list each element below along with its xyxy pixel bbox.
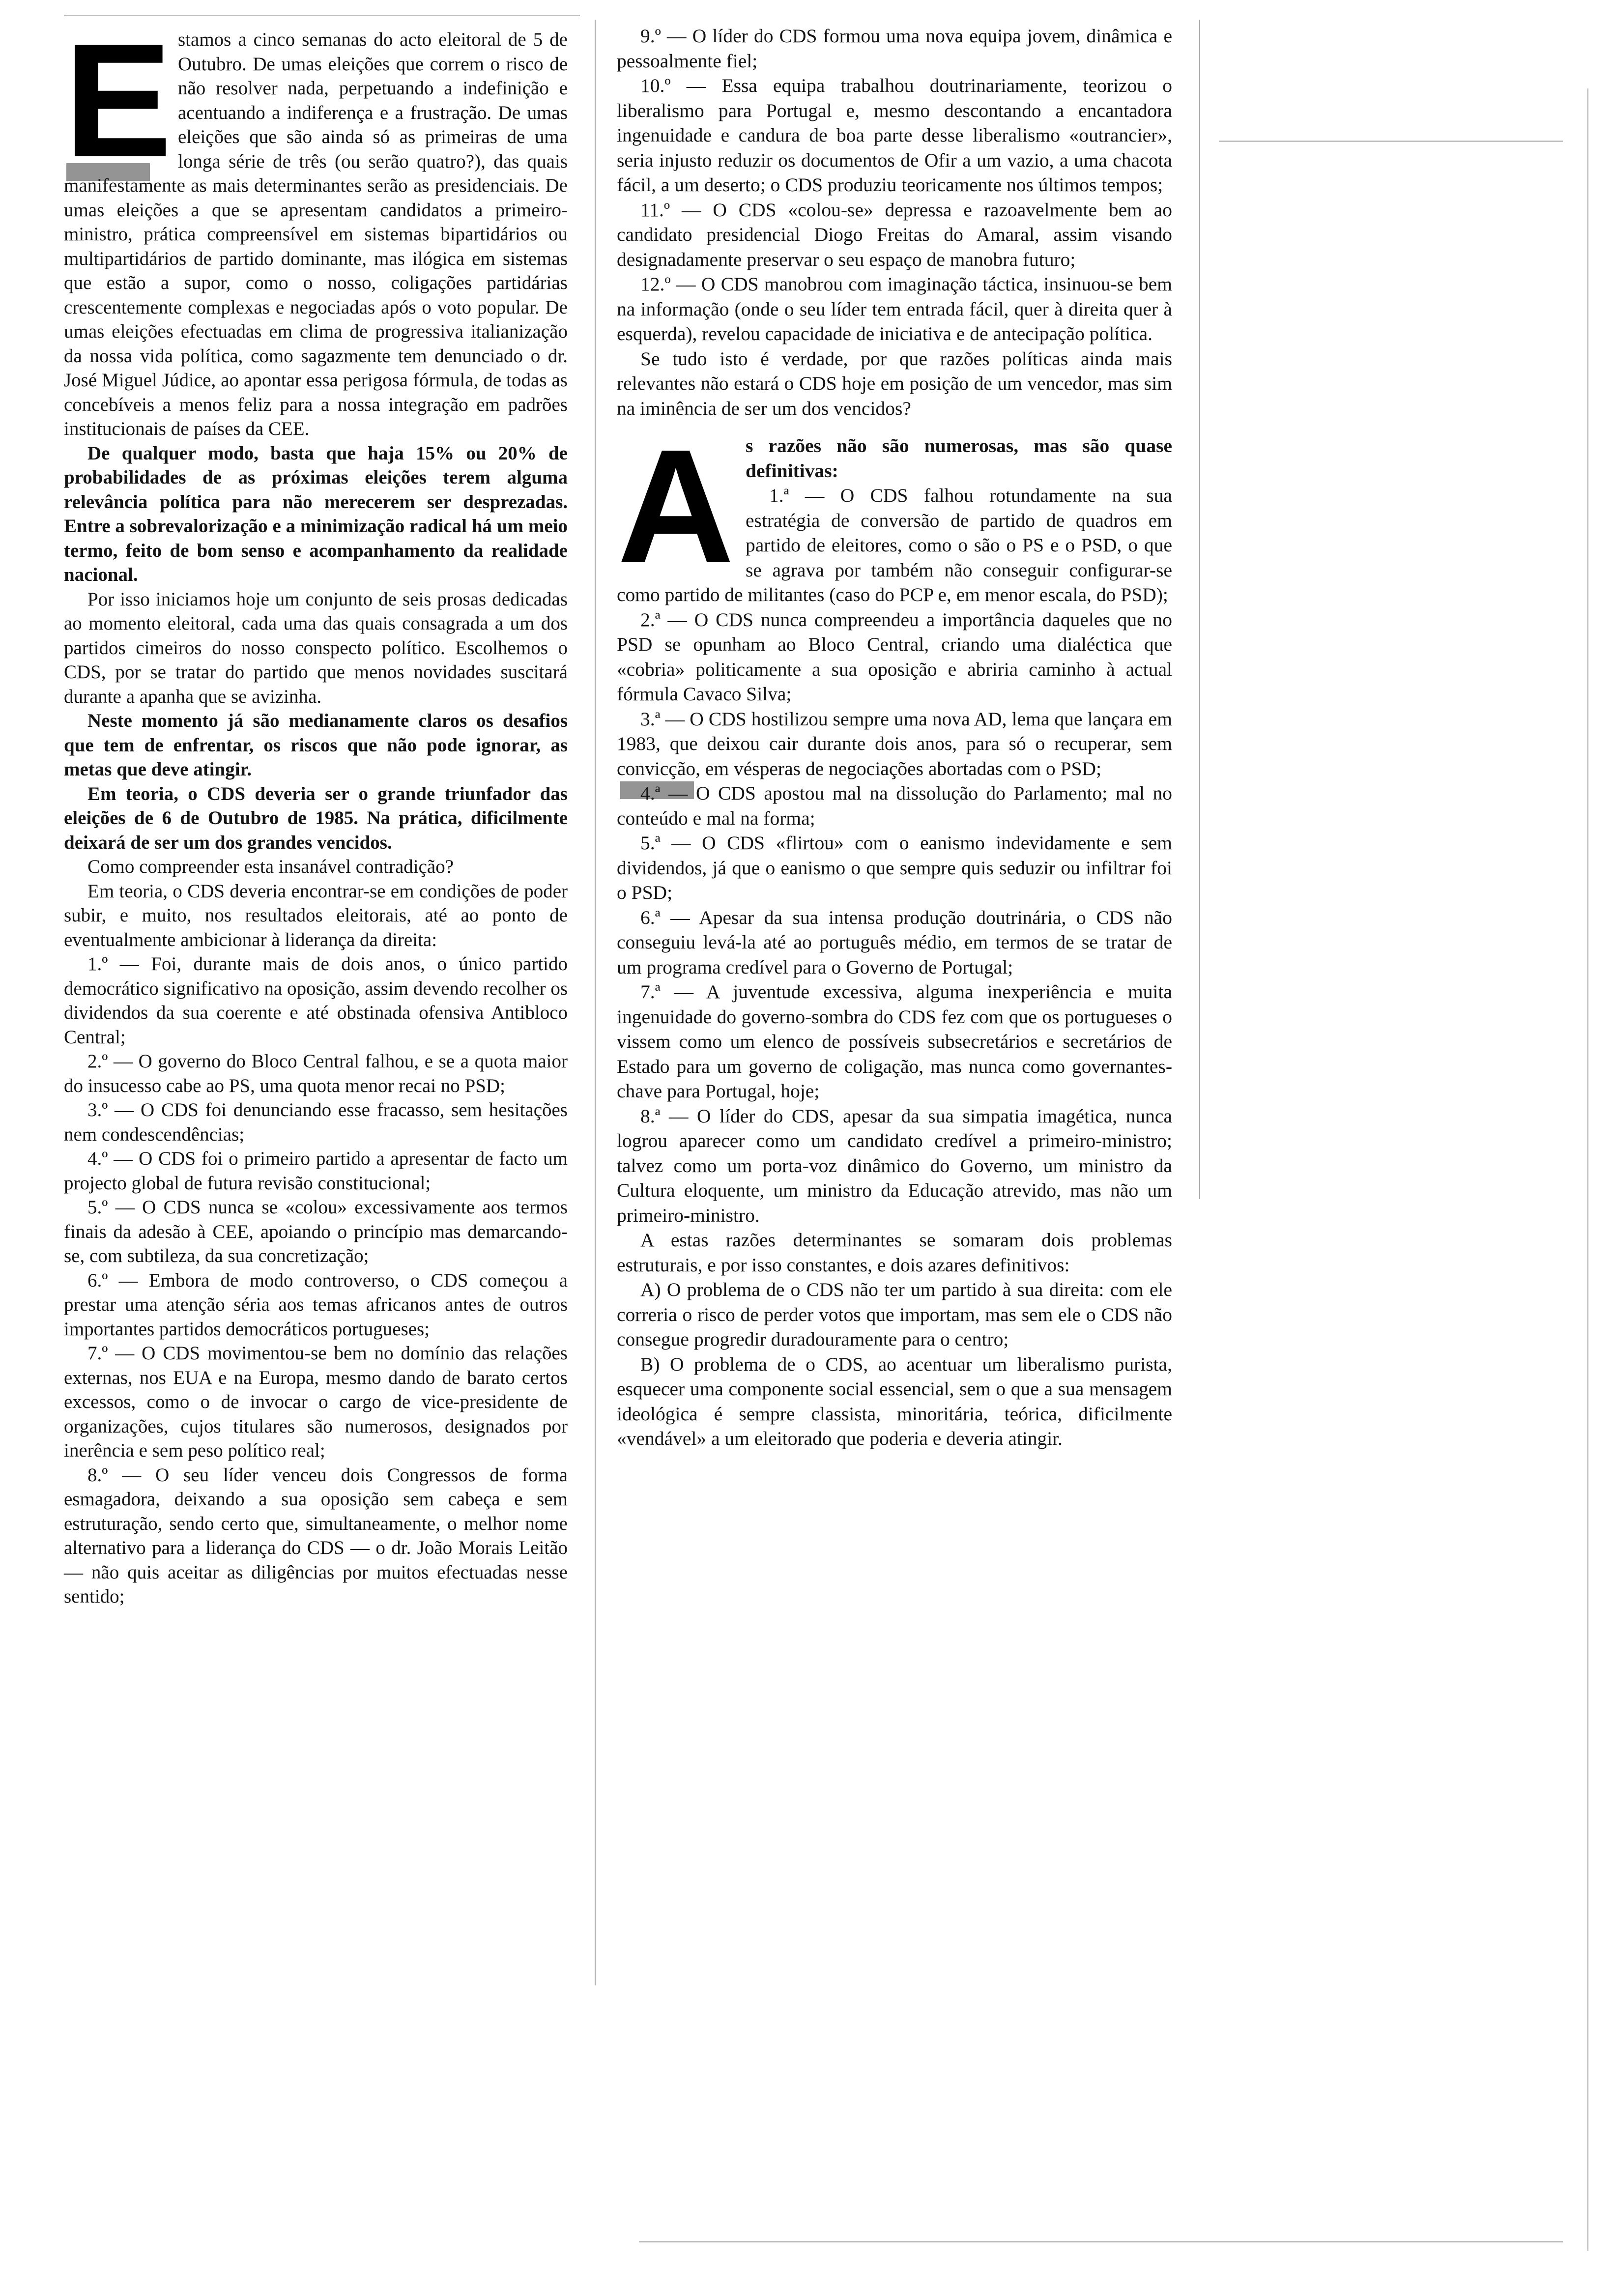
right-column: [617, 24, 1172, 1451]
paragraph: 2.ª — O CDS nunca compreendeu a importância daqueles que no PSD se opunham ao Bloco Central, criando uma dialéctica que «cobria» politicamente a sua oposição e abriria caminho à actual fórmula Cavaco Silva;: [617, 608, 1172, 705]
paragraph: 1.º — Foi, durante mais de dois anos, o único partido democrático significativo na oposição, assim devendo recolher os dividendos da sua coerente e até obstinada ofensiva Antibloco Central;: [64, 953, 568, 1048]
paragraph: 3.º — O CDS foi denunciando esse fracasso, sem hesitações nem condescendências;: [64, 1099, 568, 1145]
paragraph: 8.º — O seu líder venceu dois Congressos de forma esmagadora, deixando a sua oposição sem cabeça e sem estruturação, sendo certo que, simultaneamente, o melhor nome alternativo para a liderança do CDS — o dr. João Morais Leitão — não quis aceitar as diligências por muitos efectuadas nesse sentido;: [64, 1464, 568, 1607]
paragraph: 11.º — O CDS «colou-se» depressa e razoavelmente bem ao candidato presidencial Diogo Freitas do Amaral, assim visando designadamente preservar o seu espaço de manobra futuro;: [617, 199, 1172, 270]
paragraph: Por isso iniciamos hoje um conjunto de seis prosas dedicadas ao momento eleitoral, cada uma das quais consagrada a um dos partidos cimeiros do nosso conspecto político. Escolhemos o CDS, por se tratar do partido que menos novidades suscitará durante a apanha que se avizinha.: [64, 588, 568, 707]
left-column: [64, 9, 568, 1609]
paragraph: 6.ª — Apesar da sua intensa produção doutrinária, o CDS não conseguiu levá-la até ao português médio, em termos de se tratar de um programa credível para o Governo de Portugal;: [617, 906, 1172, 978]
right-edge-rule: [1199, 20, 1200, 1199]
paragraph: 5.ª — O CDS «flirtou» com o eanismo indevidamente e sem dividendos, já que o eanismo o que sempre quis seduzir ou infiltrar foi o PSD;: [617, 832, 1172, 903]
paragraph: A estas razões determinantes se somaram dois problemas estruturais, e por isso constantes, e dois azares definitivos:: [617, 1229, 1172, 1276]
paragraph: 9.º — O líder do CDS formou uma nova equipa jovem, dinâmica e pessoalmente fiel;: [617, 25, 1172, 72]
paragraph: A) O problema de o CDS não ter um partido à sua direita: com ele correria o risco de perder votos que importam, mas sem ele o CDS não consegue progredir duradouramente para o centro;: [617, 1279, 1172, 1350]
paragraph: 4.ª — O CDS apostou mal na dissolução do Parlamento; mal no conteúdo e mal na forma;: [617, 782, 1172, 829]
drop-cap-e: E: [64, 9, 173, 191]
paragraph: s razões não são numerosas, mas são quase definitivas:: [746, 435, 1172, 482]
paragraph: 12.º — O CDS manobrou com imaginação táctica, insinuou-se bem na informação (onde o seu líder tem entrada fácil, quer à direita quer à esquerda), revelou capacidade de iniciativa e de antecipação política.: [617, 273, 1172, 344]
scan-noise-top-right: [1219, 141, 1563, 142]
paragraph: 8.ª — O líder do CDS, apesar da sua simpatia imagética, nunca logrou aparecer como um candidato credível a primeiro-ministro; talvez como um porta-voz dinâmico do Governo, um ministro da Cultura eloquente, um ministro da Educação atrevido, mas não um primeiro-ministro.: [617, 1105, 1172, 1226]
scan-noise-bottom: [639, 2241, 1563, 2242]
right-top-paragraphs: [617, 24, 1172, 421]
paragraph: 3.ª — O CDS hostilizou sempre uma nova AD, lema que lançara em 1983, que deixou cair durante dois anos, para só o recuperar, sem convicção, em vésperas de negociações abortadas com o PSD;: [617, 708, 1172, 779]
left-paragraphs: [64, 9, 568, 1609]
drop-cap-a: A: [617, 415, 735, 597]
paragraph: stamos a cinco semanas do acto eleitoral de 5 de Outubro. De umas eleições que correm o risco de não resolver nada, perpetuando a indefinição e acentuando a indiferença e a frustração. De umas eleições que são ainda só as primeiras de uma longa série de três (ou serão quatro?), das quais manifestamente as mais determinantes serão as presidenciais. De umas eleições a que se apresentam candidatos a primeiro-ministro, prática compreensível em sistemas bipartidários ou multipartidários de partido dominante, mas ilógica em sistemas que estão a supor, como o nosso, coligações partidárias crescentemente complexas e negociadas após o voto popular. De umas eleições efectuadas em clima de progressiva italianização da nossa vida política, como sagazmente tem denunciado o dr. José Miguel Júdice, ao apontar essa perigosa fórmula, de todas as concebíveis a menos feliz para a nossa integração em padrões institucionais de países da CEE.: [64, 29, 568, 439]
paragraph: Em teoria, o CDS deveria ser o grande triunfador das eleições de 6 de Outubro de 1985. Na prática, dificilmente deixará de ser um dos grandes vencidos.: [64, 783, 568, 853]
paragraph: Como compreender esta insanável contradição?: [87, 856, 454, 877]
paragraph: 5.º — O CDS nunca se «colou» excessivamente aos termos finais da adesão à CEE, apoiando o princípio mas demarcando-se, com subtileza, da sua concretização;: [64, 1197, 568, 1266]
paragraph: 4.º — O CDS foi o primeiro partido a apresentar de facto um projecto global de futura revisão constitucional;: [64, 1148, 568, 1194]
column-rule: [595, 20, 596, 1985]
paragraph: B) O problema de o CDS, ao acentuar um liberalismo purista, esquecer uma componente social essencial, sem o que a sua mensagem ideológica é sempre classista, minoritária, teórica, dificilmente «vendável» a um eleitorado que poderia e deveria atingir.: [617, 1353, 1172, 1449]
paragraph: 7.ª — A juventude excessiva, alguma inexperiência e muita ingenuidade do governo-sombra do CDS fez com que os portugueses o vissem como um elenco de possíveis subsecretários e secretários de Estado para um governo de coligação, mas nunca como governantes-chave para Portugal, hoje;: [617, 981, 1172, 1102]
paragraph: Se tudo isto é verdade, por que razões políticas ainda mais relevantes não estará o CDS hoje em posição de um vencedor, mas sim na iminência de ser um dos vencidos?: [617, 347, 1172, 419]
paragraph: 7.º — O CDS movimentou-se bem no domínio das relações externas, nos EUA e na Europa, mesmo dando de barato certos excessos, como o de invocar o cargo de vice-presidente de organizações, cujos titulares são numerosos, designados por inerência e sem peso político real;: [64, 1343, 568, 1461]
paragraph: 6.º — Embora de modo controverso, o CDS começou a prestar uma atenção séria aos temas africanos antes de outros importantes partidos democráticos portugueses;: [64, 1269, 568, 1340]
paragraph: 2.º — O governo do Bloco Central falhou, e se a quota maior do insucesso cabe ao PS, uma quota menor recai no PSD;: [64, 1051, 568, 1096]
far-right-scan-edge: [1587, 88, 1588, 2251]
paragraph: Em teoria, o CDS deveria encontrar-se em condições de poder subir, e muito, nos resultados eleitorais, até ao ponto de eventualmente ambicionar à liderança da direita:: [64, 880, 568, 950]
right-bottom-paragraphs: [617, 415, 1172, 1451]
paragraph: Neste momento já são medianamente claros os desafios que tem de enfrentar, os riscos que não pode ignorar, as metas que deve atingir.: [64, 710, 568, 780]
paragraph: De qualquer modo, basta que haja 15% ou 20% de probabilidades de as próximas eleições terem alguma relevância política para não merecerem ser desprezadas. Entre a sobrevalorização e a minimização radical há um meio termo, feito de bom senso e acompanhamento da realidade nacional.: [64, 442, 568, 585]
paragraph: 10.º — Essa equipa trabalhou doutrinariamente, teorizou o liberalismo para Portugal e, mesmo descontando a encantadora ingenuidade e candura de boa parte desse liberalismo «outrancier», seria injusto reduzir os documentos de Ofir a um vazio, a uma chacota fácil, a um deserto; o CDS produziu teoricamente nos últimos tempos;: [617, 75, 1172, 196]
paragraph: 1.ª — O CDS falhou rotundamente na sua estratégia de conversão de partido de quadros em partido de eleitores, como o são o PS e o PSD, o que se agrava por também não conseguir configurar-se como partido de militantes (caso do PCP e, em menor escala, do PSD);: [617, 485, 1172, 605]
